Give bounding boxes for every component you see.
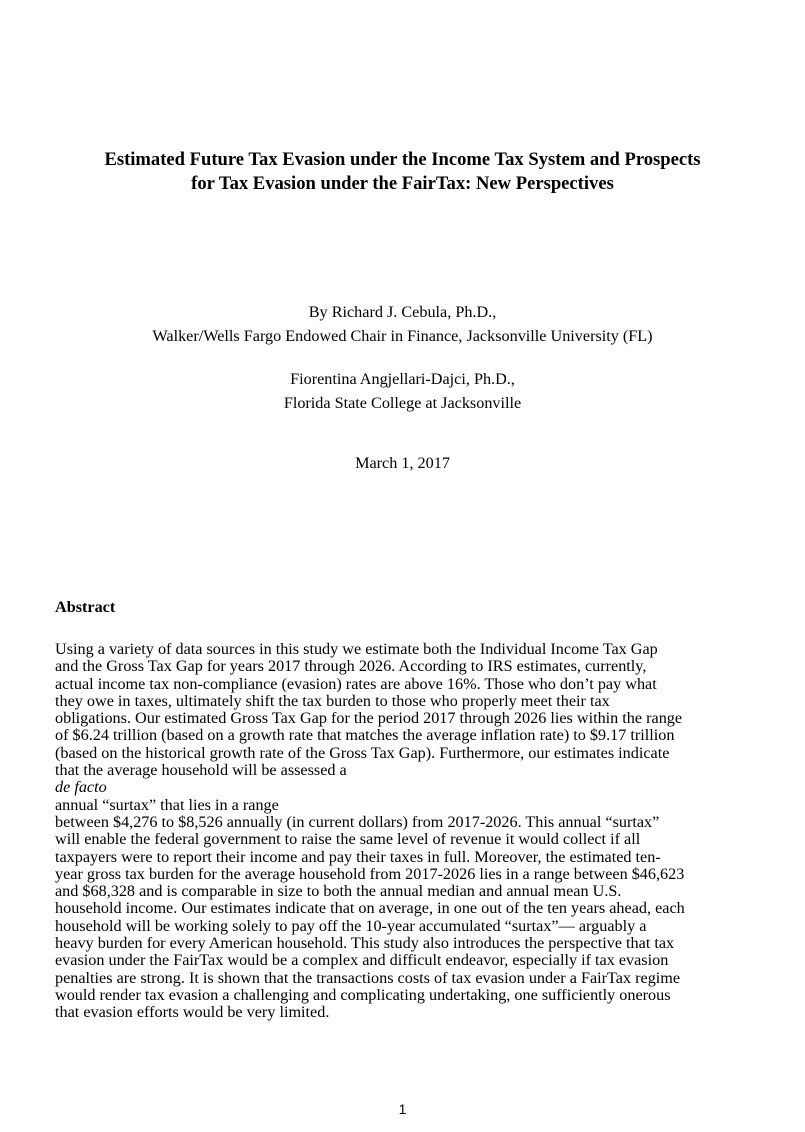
abstract-line: actual income tax non-compliance (evasion) rates are above 16%. Those who don’t pay what	[55, 674, 657, 693]
author-1-name: By Richard J. Cebula, Ph.D.,	[308, 303, 497, 321]
abstract-line: of $6.24 trillion (based on a growth rate that matches the average inflation rate) to $9.17 trillion	[55, 726, 675, 745]
date-text: March 1, 2017	[355, 454, 450, 472]
title-line-2: for Tax Evasion under the FairTax: New Perspectives	[191, 173, 614, 194]
abstract-line: obligations. Our estimated Gross Tax Gap for the period 2017 through 2026 lies within the range	[55, 709, 683, 728]
author-2-name: Fiorentina Angjellari-Dajci, Ph.D.,	[290, 370, 515, 388]
title-line-1: Estimated Future Tax Evasion under the Income Tax System and Prospects	[104, 149, 701, 170]
abstract-line: would render tax evasion a challenging and complicating undertaking, one sufficiently onerous	[55, 985, 671, 1004]
abstract-line: and $68,328 and is comparable in size to both the annual median and annual mean U.S.	[55, 882, 622, 901]
abstract-line: evasion under the FairTax would be a complex and difficult endeavor, especially if tax evasion	[55, 951, 669, 970]
page-number: 1	[398, 1101, 407, 1117]
abstract-line: they owe in taxes, ultimately shift the tax burden to those who properly meet their tax	[55, 691, 610, 710]
abstract-line: will enable the federal government to raise the same level of revenue it would collect if all	[55, 830, 641, 849]
abstract-line: between $4,276 to $8,526 annually (in current dollars) from 2017-2026. This annual “surtax”	[55, 812, 660, 831]
abstract-line-text: that the average household will be assessed a	[55, 761, 347, 780]
abstract-italic-term: de facto	[55, 778, 107, 797]
abstract-line: and the Gross Tax Gap for years 2017 through 2026. According to IRS estimates, currently,	[55, 657, 647, 676]
abstract-line: taxpayers were to report their income and pay their taxes in full. Moreover, the estimated ten-	[55, 847, 661, 866]
author-1-block	[40, 300, 765, 348]
abstract-line-text: annual “surtax” that lies in a range	[55, 795, 279, 814]
abstract-line: household income. Our estimates indicate that on average, in one out of the ten years ahead, each	[55, 899, 685, 918]
abstract-line: household will be working solely to pay off the 10-year accumulated “surtax”— arguably a	[55, 916, 647, 935]
abstract-line	[55, 762, 760, 814]
abstract-line: (based on the historical growth rate of the Gross Tax Gap). Furthermore, our estimates indicate	[55, 743, 670, 762]
abstract-line: that evasion efforts would be very limited.	[55, 1003, 330, 1022]
abstract-heading: Abstract	[55, 598, 116, 616]
author-1-affiliation: Walker/Wells Fargo Endowed Chair in Finance, Jacksonville University (FL)	[152, 327, 653, 345]
paper-title	[40, 148, 765, 196]
author-2-affiliation: Florida State College at Jacksonville	[283, 394, 522, 412]
abstract-line: heavy burden for every American household. This study also introduces the perspective that tax	[55, 934, 675, 953]
abstract-line: year gross tax burden for the average household from 2017-2026 lies in a range between $46,623	[55, 864, 685, 883]
abstract-line: Using a variety of data sources in this study we estimate both the Individual Income Tax Gap	[55, 640, 658, 658]
abstract-body	[55, 641, 760, 1022]
author-2-block	[40, 367, 765, 415]
publication-date	[40, 451, 765, 475]
abstract-line: penalties are strong. It is shown that the transactions costs of tax evasion under a FairTax regime	[55, 968, 681, 987]
